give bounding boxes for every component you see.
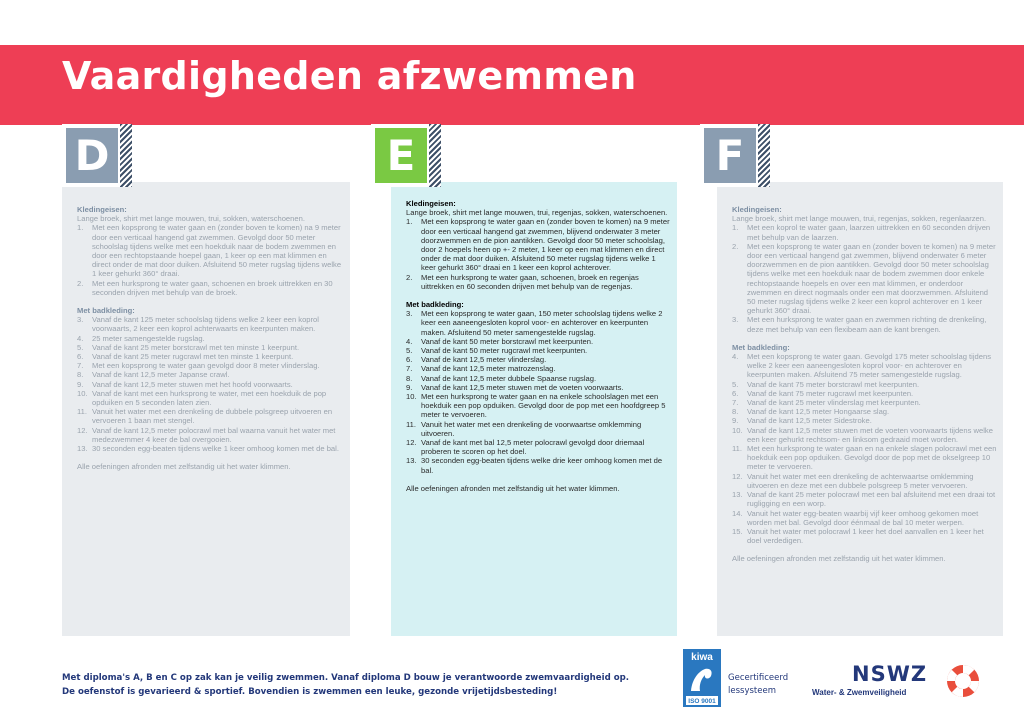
kiwa-name: kiwa (691, 652, 713, 663)
list-item: 10. Vanaf de kant 12,5 meter stuwen met de voeten voorwaarts tijdens welke een keer gehurkt rechtsom- en linksom gedraaid moet worden. (732, 425, 993, 444)
list-item: 14. Vanuit het water egg-beaten waarbij vijf keer omhoog gekomen moet worden met bal. Gevolgd door éénmaal de bal 10 meter werpen. (732, 508, 979, 527)
list-item: 5. Vanaf de kant 75 meter borstcrawl met keerpunten. (732, 379, 920, 389)
list-item: 9. Vanaf de kant 12,5 meter stuwen met de voeten voorwaarts. (406, 382, 624, 392)
list-item: 8. Vanaf de kant 12,5 meter Hongaarse slag. (732, 407, 890, 417)
clothing-heading: Kledingeisen: (77, 205, 127, 214)
column-e-content (406, 199, 671, 493)
list-item: 2. Met een hurksprong te water gaan, schoenen en broek uittrekken en 30 seconden drijven met behulp van de broek. (77, 278, 333, 297)
clothing-exercises-list (732, 223, 997, 333)
clothing-exercises-list (77, 223, 342, 297)
swimwear-heading: Met badkleding: (732, 342, 790, 352)
list-item: 1. Met een kopsprong te water gaan en (zonder boven te komen) na 9 meter door een verticaal hangend gat zwemmen, blijvend onderwater 3 meter doorzwemmen en de pion aantikken. Gevolgd door 50 meter schoolslag, door 2 hoepels heen op +- 2 meter, 1 keer op een mat klimmen en direct onder de mat door duiken. Afsluitend 50 meter rugslag tijdens welke 1 keer gehurkt 360° draai en 1 keer een koprol achterover. (406, 217, 670, 273)
footer-line-1: Met diploma's A, B en C op zak kan je veilig zwemmen. Vanaf diploma D bouw je verantwoorde zwemvaardigheid op. (62, 673, 630, 683)
stripes-decoration-d (120, 124, 132, 187)
list-item: 15. Vanuit het water met polocrawl 1 keer het doel aanvallen en 1 keer het doel verdedigen. (732, 526, 984, 546)
stripes-decoration-f (758, 124, 770, 187)
certified-label: Gecertificeerd lessysteem (728, 673, 789, 696)
list-item: 6. Vanaf de kant 12,5 meter vlinderslag. (406, 355, 547, 365)
column-d-content (77, 205, 342, 471)
badge-d: D (62, 124, 122, 187)
list-item: 6. Vanaf de kant 25 meter rugcrawl met ten minste 1 keerpunt. (77, 352, 294, 362)
clothing-description: Lange broek, shirt met lange mouwen, trui, regenjas, sokken, regenlaarzen. (732, 214, 987, 224)
list-item: 8. Vanaf de kant 12,5 meter dubbele Spaanse rugslag. (406, 373, 597, 383)
clothing-heading: Kledingeisen: (732, 205, 782, 214)
list-item: 7. Met een kopsprong te water gaan gevolgd door 8 meter vlinderslag. (77, 361, 320, 371)
swimwear-exercises-list (732, 352, 997, 545)
list-item: 11. Met een hurksprong te water gaan en na enkele slagen polocrawl met een hoekduik een pop opduiken. Gevolgd door de pop met de okselgreep 10 meter te vervoeren. (732, 444, 997, 472)
list-item: 5. Vanaf de kant 25 meter borstcrawl met ten minste 1 keerpunt. (77, 342, 300, 352)
list-item: 3. Vanaf de kant 125 meter schoolslag tijdens welke 2 keer een koprol voorwaarts, 2 keer een koprol achterwaarts en keerpunten maken. (77, 315, 319, 334)
footer-line-2: De oefenstof is gevarieerd & sportief. Bovendien is zwemmen een leuke, gezonde vrijetijdsbesteding! (62, 687, 558, 697)
list-item: 12. Vanaf de kant 12,5 meter polocrawl met bal waarna vanuit het water met medezwemmer 4 keer de bal overgooien. (77, 425, 336, 444)
list-item: 5. Vanaf de kant 50 meter rugcrawl met keerpunten. (406, 346, 588, 356)
nswz-subtitle: Water- & Zwemveiligheid (812, 688, 907, 697)
list-item: 3. Met een kopsprong te water gaan, 150 meter schoolslag tijdens welke 2 keer een aaneengesloten koprol voor- en achterover en keerpunten maken. Afsluitend 50 meter samengestelde rugslag. (406, 309, 663, 337)
list-item: 12. Vanuit het water met een drenkeling de achterwaartse omklemming uitvoeren en deze met een dubbele polsgreep 5 meter vervoeren. (732, 471, 974, 490)
clothing-description: Lange broek, shirt met lange mouwen, trui, regenjas, sokken, waterschoenen. (406, 208, 668, 218)
stripes-decoration-e (429, 124, 441, 187)
list-item: 13. 30 seconden egg-beaten tijdens welke 1 keer omhoog komen met de bal. (77, 444, 339, 454)
kiwa-iso: ISO 9001 (688, 698, 716, 705)
swimwear-heading: Met badkleding: (406, 300, 464, 310)
list-item: 12. Vanaf de kant met bal 12,5 meter polocrawl gevolgd door driemaal proberen te scoren op het doel. (406, 438, 645, 457)
closing-note: Alle oefeningen afronden met zelfstandig uit het water klimmen. (732, 554, 946, 564)
list-item: 4. Met een kopsprong te water gaan. Gevolgd 175 meter schoolslag tijdens welke 2 keer een aaneengesloten koprol voor- en achterover en keerpunten maken. Afsluitend 75 meter samengestelde rugslag. (732, 352, 991, 380)
list-item: 13. Vanaf de kant 25 meter polocrawl met een bal afsluitend met een draai tot rugligging en een worp. (732, 490, 996, 509)
closing-note: Alle oefeningen afronden met zelfstandig uit het water klimmen. (77, 462, 291, 472)
list-item: 1. Met een koprol te water gaan, laarzen uittrekken en 60 seconden drijven met behulp van de laarzen. (732, 223, 991, 242)
list-item: 9. Vanaf de kant 12,5 meter Sidestroke. (732, 416, 872, 426)
list-item: 13. 30 seconden egg-beaten tijdens welke drie keer omhoog komen met de bal. (406, 456, 663, 475)
badge-e: E (371, 124, 431, 187)
badge-f: F (700, 124, 760, 187)
swimwear-heading: Met badkleding: (77, 306, 135, 316)
swimwear-exercises-list (406, 309, 671, 475)
list-item: 10. Met een hurksprong te water gaan en na enkele schoolslagen met een hoekduik een pop opduiken. Gevolgd door de pop met een hoofdgreep 5 meter te vervoeren. (406, 392, 666, 420)
list-item: 4. 25 meter samengestelde rugslag. (77, 333, 205, 343)
nswz-logo-text: NSWZ (852, 662, 928, 686)
list-item: 7. Vanaf de kant 25 meter vlinderslag met keerpunten. (732, 398, 921, 408)
list-item: 4. Vanaf de kant 50 meter borstcrawl met keerpunten. (406, 336, 594, 346)
clothing-heading: Kledingeisen: (406, 199, 456, 208)
list-item: 2. Met een hurksprong te water gaan, schoenen, broek en regenjas uittrekken en 60 seconden drijven met behulp van de regenjas. (406, 272, 639, 291)
lifebuoy-icon (945, 663, 981, 699)
swimwear-exercises-list (77, 315, 342, 453)
clothing-description: Lange broek, shirt met lange mouwen, trui, sokken, waterschoenen. (77, 214, 305, 224)
list-item: 1. Met een kopsprong te water gaan en (zonder boven te komen) na 9 meter door een verticaal hangend gat zwemmen. Gevolgd door 50 meter schoolslag tijdens welke met een hoekduik naar de bodem zwemmen en door een rechtopstaande hoepel gaan, 1 keer op een mat klimmen en direct onder de mat door duiken. Afsluitend 50 meter rugslag tijdens welke 1 keer gehurkt 360° draai. (77, 223, 342, 279)
list-item: 7. Vanaf de kant 12,5 meter matrozenslag. (406, 364, 556, 374)
footer-message (62, 671, 662, 699)
kiwa-logo (683, 649, 721, 707)
list-item: 8. Vanaf de kant 12,5 meter Japanse crawl. (77, 370, 230, 380)
closing-note: Alle oefeningen afronden met zelfstandig uit het water klimmen. (406, 483, 620, 493)
clothing-exercises-list (406, 217, 671, 291)
list-item: 2. Met een kopsprong te water gaan en (zonder boven te komen) na 9 meter door een verticaal hangend gat zwemmen, blijvend onderwater 6 meter doorzwemmen en de pion aantikken. Gevolgd door 50 meter schoolslag tijdens welke met een hoekduik naar de bodem zwemmen door enkele rechtopstaande hoepels en over een mat klimmen, er onderdoor zwemmen en direct nogmaals onder een mat doorzwemmen. Afsluitend 50 meter rugslag tijdens welke 2 keer een koprol achterover en 1 keer gehurkt 360° draai. (732, 241, 996, 316)
page-title: Vaardigheden afzwemmen (62, 54, 637, 98)
list-item: 11. Vanuit het water met een drenkeling de voorwaartse omklemming uitvoeren. (406, 419, 642, 438)
list-item: 11. Vanuit het water met een drenkeling de dubbele polsgreep uitvoeren en vervoeren 1 baan met stengel. (77, 407, 333, 426)
column-f-content (732, 205, 997, 564)
list-item: 6. Vanaf de kant 75 meter rugcrawl met keerpunten. (732, 388, 914, 398)
list-item: 9. Vanaf de kant 12,5 meter stuwen met het hoofd voorwaarts. (77, 379, 293, 389)
list-item: 3. Met een hurksprong te water gaan en zwemmen richting de drenkeling, deze met behulp van een flexibeam aan de kant brengen. (732, 315, 987, 334)
list-item: 10. Vanaf de kant met een hurksprong te water, met een hoekduik de pop opduiken en 5 seconden laten zien. (77, 388, 327, 408)
